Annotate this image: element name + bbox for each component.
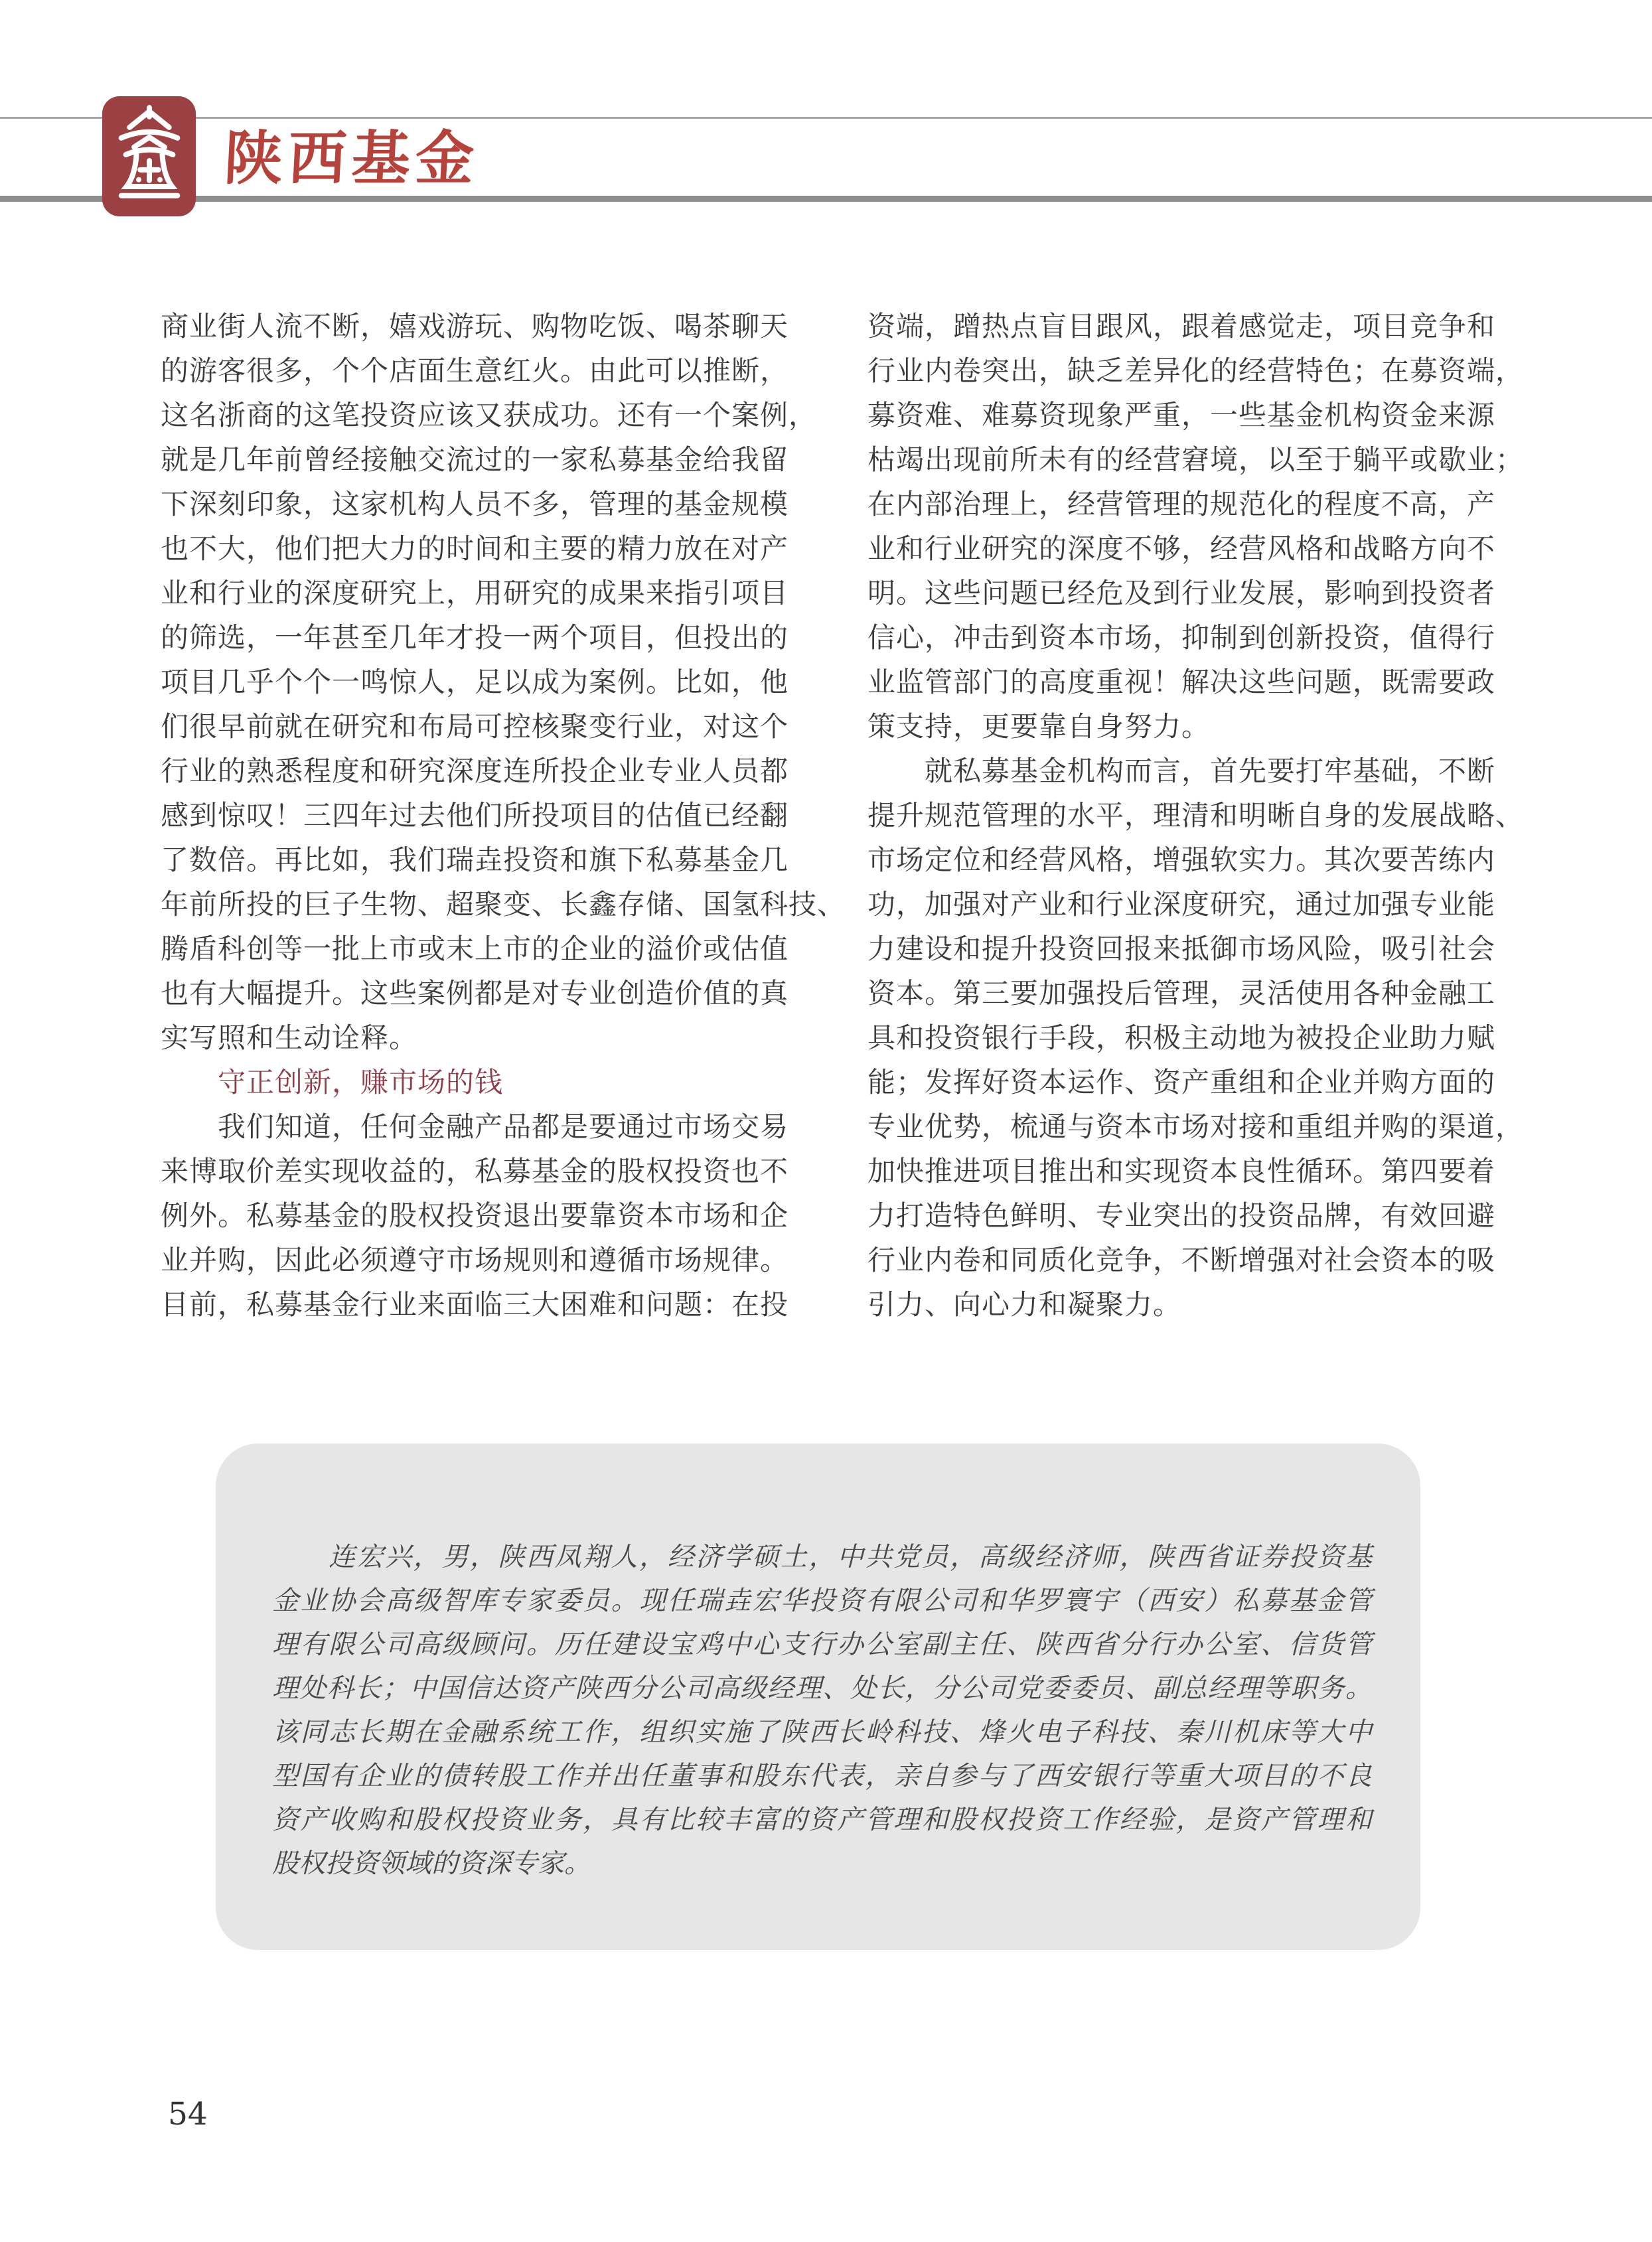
text-line: 功，加强对产业和行业深度研究，通过加强专业能 <box>867 889 1496 920</box>
text-line: 了数倍。再比如，我们瑞垚投资和旗下私募基金几 <box>161 844 789 875</box>
bio-text <box>272 1535 1372 1886</box>
text-line: 来博取价差实现收益的，私募基金的股权投资也不 <box>161 1156 789 1187</box>
text-line: 行业内卷突出，缺乏差异化的经营特色；在募资端， <box>867 355 1525 386</box>
text-line: 力建设和提升投资回报来抵御市场风险，吸引社会 <box>867 933 1496 964</box>
text-line: 枯竭出现前所未有的经营窘境，以至于躺平或歇业； <box>867 444 1525 475</box>
text-line: 具和投资银行手段，积极主动地为被投企业助力赋 <box>867 1022 1496 1053</box>
bio-line: 理处科长；中国信达资产陕西分公司高级经理、处长，分公司党委委员、副总经理等职务。 <box>272 1673 1372 1704</box>
text-line: 信心，冲击到资本市场，抑制到创新投资，值得行 <box>867 622 1496 653</box>
text-line: 这名浙商的这笔投资应该又获成功。还有一个案例， <box>161 400 818 431</box>
text-line: 的筛选，一年甚至几年才投一两个项目，但投出的 <box>161 622 789 653</box>
text-line: 实写照和生动诠释。 <box>161 1022 418 1053</box>
text-line: 腾盾科创等一批上市或末上市的企业的溢价或估值 <box>161 933 789 964</box>
bio-line: 股权投资领域的资深专家。 <box>272 1848 591 1879</box>
text-line: 行业内卷和同质化竞争，不断增强对社会资本的吸 <box>867 1244 1496 1276</box>
text-line: 提升规范管理的水平，理清和明晰自身的发展战略、 <box>867 800 1525 831</box>
brand-title: 陕西基金 <box>222 123 481 192</box>
text-line: 策支持，更要靠自身努力。 <box>867 711 1211 742</box>
bio-box <box>216 1444 1420 1950</box>
text-line: 我们知道，任何金融产品都是要通过市场交易 <box>161 1111 789 1142</box>
text-line: 就私募基金机构而言，首先要打牢基础，不断 <box>867 755 1496 786</box>
text-line: 目前，私募基金行业来面临三大困难和问题：在投 <box>161 1289 789 1320</box>
text-line: 年前所投的巨子生物、超聚变、长鑫存储、国氢科技、 <box>161 889 846 920</box>
bio-line: 资产收购和股权投资业务，具有比较丰富的资产管理和股权投资工作经验，是资产管理和 <box>272 1805 1372 1835</box>
text-line: 力打造特色鲜明、专业突出的投资品牌，有效回避 <box>867 1200 1496 1231</box>
pagoda-seal-icon <box>110 102 188 211</box>
text-line: 业和行业研究的深度不够，经营风格和战略方向不 <box>867 533 1496 564</box>
text-line: 们很早前就在研究和布局可控核聚变行业，对这个 <box>161 711 789 742</box>
text-line: 商业街人流不断，嬉戏游玩、购物吃饭、喝茶聊天 <box>161 311 789 342</box>
text-line: 明。这些问题已经危及到行业发展，影响到投资者 <box>867 577 1496 609</box>
text-line: 业并购，因此必须遵守市场规则和遵循市场规律。 <box>161 1244 789 1276</box>
bio-line: 理有限公司高级顾问。历任建设宝鸡中心支行办公室副主任、陕西省分行办公室、信货管 <box>272 1629 1372 1660</box>
text-line: 例外。私募基金的股权投资退出要靠资本市场和企 <box>161 1200 789 1231</box>
bio-line: 金业协会高级智库专家委员。现任瑞垚宏华投资有限公司和华罗寰宇（西安）私募基金管 <box>272 1586 1372 1616</box>
text-line: 也不大，他们把大力的时间和主要的精力放在对产 <box>161 533 789 564</box>
text-line: 感到惊叹！三四年过去他们所投项目的估值已经翻 <box>161 800 789 831</box>
text-line: 项目几乎个个一鸣惊人，足以成为案例。比如，他 <box>161 666 789 698</box>
text-line: 资端，蹭热点盲目跟风，跟着感觉走，项目竞争和 <box>867 311 1496 342</box>
bio-line: 型国有企业的债转股工作并出任董事和股东代表，亲自参与了西安银行等重大项目的不良 <box>272 1761 1372 1791</box>
text-line: 能；发挥好资本运作、资产重组和企业并购方面的 <box>867 1067 1496 1098</box>
text-line: 业和行业的深度研究上，用研究的成果来指引项目 <box>161 577 789 609</box>
header-rule-thick <box>0 196 1652 202</box>
text-line: 的游客很多，个个店面生意红火。由此可以推断， <box>161 355 789 386</box>
text-line: 资本。第三要加强投后管理，灵活使用各种金融工 <box>867 978 1496 1009</box>
text-line: 引力、向心力和凝聚力。 <box>867 1289 1182 1320</box>
bio-line: 连宏兴，男，陕西凤翔人，经济学硕土，中共党员，高级经济师，陕西省证券投资基 <box>272 1542 1372 1572</box>
text-line: 专业优势，梳通与资本市场对接和重组并购的渠道， <box>867 1111 1525 1142</box>
article-column-left <box>161 304 846 1327</box>
text-line: 业监管部门的高度重视！解决这些问题，既需要政 <box>867 666 1496 698</box>
article-column-right <box>867 304 1525 1327</box>
text-line: 募资难、难募资现象严重，一些基金机构资金来源 <box>867 400 1496 431</box>
bio-line: 该同志长期在金融系统工作，组织实施了陕西长岭科技、烽火电子科技、秦川机床等大中 <box>272 1717 1372 1748</box>
page-number: 54 <box>168 2096 208 2132</box>
text-line: 市场定位和经营风格，增强软实力。其次要苦练内 <box>867 844 1496 875</box>
text-line: 在内部治理上，经营管理的规范化的程度不高，产 <box>867 488 1496 520</box>
section-heading: 守正创新，赚市场的钱 <box>161 1067 504 1098</box>
text-line: 行业的熟悉程度和研究深度连所投企业专业人员都 <box>161 755 789 786</box>
text-line: 加快推进项目推出和实现资本良性循环。第四要着 <box>867 1156 1496 1187</box>
text-line: 下深刻印象，这家机构人员不多，管理的基金规模 <box>161 488 789 520</box>
header-rule-thin <box>0 117 1652 119</box>
text-line: 也有大幅提升。这些案例都是对专业创造价值的真 <box>161 978 789 1009</box>
pagoda-seal-logo <box>102 96 196 216</box>
text-line: 就是几年前曾经接触交流过的一家私募基金给我留 <box>161 444 789 475</box>
